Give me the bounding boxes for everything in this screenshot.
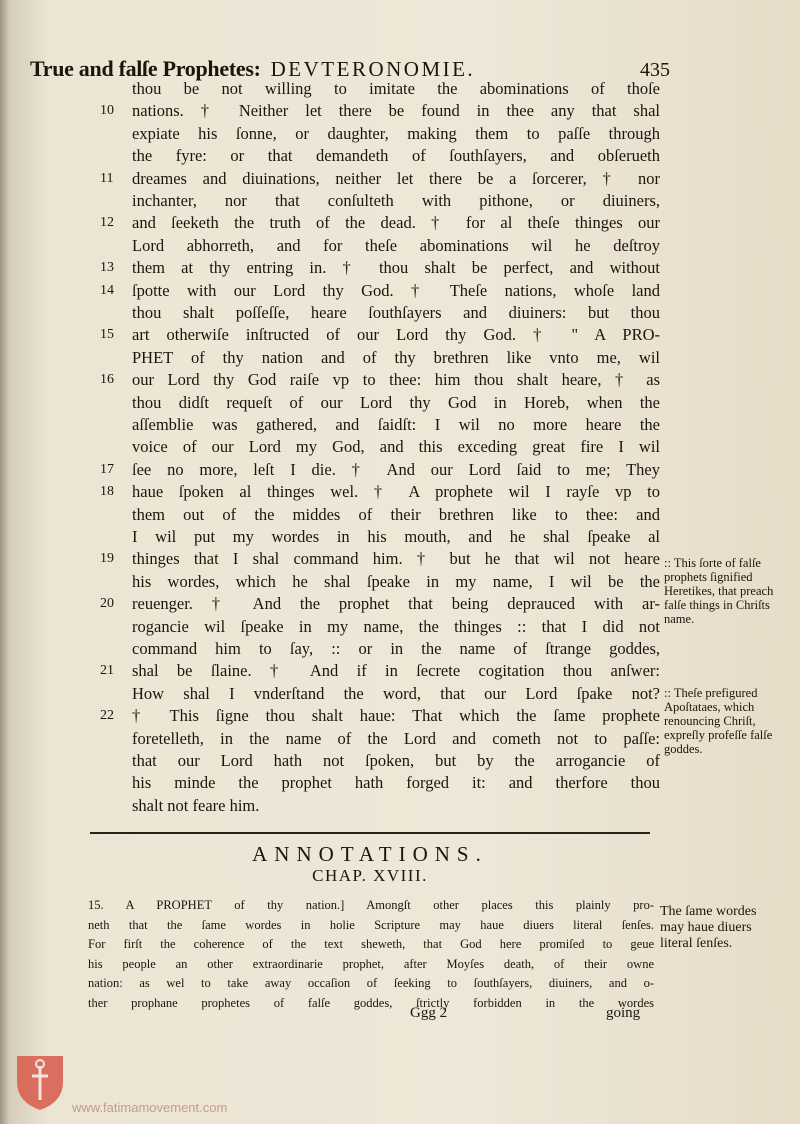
section-rule xyxy=(90,832,650,834)
verse-number: 14 xyxy=(100,282,114,298)
annotation-line: 15. A PROPHET of thy nation.] Amongſt other places this plainly pro- xyxy=(88,898,654,912)
verse-number: 17 xyxy=(100,461,114,477)
text-line: his wordes, which he shal ſpeake in my name, I wil be the xyxy=(132,571,660,591)
annotation-line: For firſt the coherence of the text sheweth, that God here promiſed to geue xyxy=(88,937,654,951)
text-line: aſſemblie was gathered, and ſaidſt: I wil no more heare the xyxy=(132,415,660,434)
text-line: that our Lord hath not ſpoken, but by the arrogancie of xyxy=(132,751,660,770)
text-line: command him to ſay, :: or in the name of ſtrange goddes, xyxy=(132,639,660,658)
header-title: True and falſe Prophetes: xyxy=(30,56,261,81)
annotations-chapter: CHAP. XVIII. xyxy=(312,866,428,885)
text-line: the fyre: or that demandeth of ſouthſayers, and obſerueth xyxy=(132,146,660,166)
verse-number: 15 xyxy=(100,327,114,343)
annotation-line: his people an other extraordinarie prophet, after Moyſes death, of their owne xyxy=(88,956,654,971)
annotations-title: ANNOTATIONS. xyxy=(252,842,488,866)
verse-number xyxy=(100,436,130,458)
verse-number xyxy=(100,190,130,212)
verse-number xyxy=(100,235,130,257)
annotation-line: neth that the ſame wordes in holie Scripture may haue diuers literal ſenſes. xyxy=(88,917,654,932)
text-line: expiate his ſonne, or daughter, making them to paſſe through xyxy=(132,123,660,143)
verse-number: 20 xyxy=(100,596,114,612)
book-spine xyxy=(0,0,10,1124)
verse-number xyxy=(100,683,130,705)
marginal-note-2: :: Theſe prefigured Apoſtataes, which renouncing Chriſt, expreſly profeſſe falſe goddes. xyxy=(664,686,773,756)
text-line: nations. † Neither let there be found in thee any that shal xyxy=(132,101,660,121)
annotation-line: nation: as wel to take away occaſion of ſeeking to ſouthſayers, diuiners, and o- xyxy=(88,976,654,990)
verse-number xyxy=(100,795,130,817)
text-line: thou shalt poſſeſſe, heare ſouthſayers and diuiners: but thou xyxy=(132,303,660,322)
verse-number xyxy=(100,302,130,324)
text-line: reuenger. † And the prophet that being deprauced with ar- xyxy=(132,594,660,614)
verse-number xyxy=(100,145,130,167)
verse-number: 19 xyxy=(100,551,114,567)
text-line: ſee no more, leſt I die. † And our Lord ſaid to me; They xyxy=(132,459,660,479)
text-line: shalt not feare him. xyxy=(132,795,260,815)
verse-number: 22 xyxy=(100,708,114,724)
text-line: † This ſigne thou shalt haue: That which the ſame prophete xyxy=(132,706,660,726)
text-line: his minde the prophet hath forged it: and therfore thou xyxy=(132,773,660,793)
text-line: shal be ſlaine. † And if in ſecrete cogitation thou anſwer: xyxy=(132,661,660,681)
text-line: and ſeeketh the truth of the dead. † for al theſe thinges our xyxy=(132,213,660,233)
text-line: thou be not willing to imitate the abominations of thoſe xyxy=(132,79,660,98)
verse-number: 12 xyxy=(100,215,114,231)
verse-number xyxy=(100,123,130,145)
text-line: them out of the middes of their brethren like to thee: and xyxy=(132,504,660,524)
verse-number xyxy=(100,772,130,794)
papal-seal-logo xyxy=(13,1052,67,1112)
annotations-margin-note: The ſame wordes may haue diuers literal ſenſes. xyxy=(660,904,757,951)
verse-number: 18 xyxy=(100,484,114,500)
verse-number xyxy=(100,526,130,548)
text-line: foretelleth, in the name of the Lord and cometh not to paſſe: xyxy=(132,728,660,748)
site-credit: www.fatimamovement.com xyxy=(72,1100,228,1115)
text-line: dreames and diuinations, neither let there be a ſorcerer, † nor xyxy=(132,168,660,188)
verse-number: 10 xyxy=(100,103,114,119)
header-book: DEVTERONOMIE. xyxy=(270,57,476,81)
text-line: voice of our Lord my God, and this exceding great fire I wil xyxy=(132,437,660,457)
text-line: them at thy entring in. † thou shalt be perfect, and without xyxy=(132,258,660,278)
text-line: art otherwiſe inſtructed of our Lord thy God. † " A PRO- xyxy=(132,325,660,345)
annotation-line: ther prophane prophetes of falſe goddes, ſtrictly forbidden in the wordes xyxy=(88,995,654,1010)
text-line: thinges that I shal command him. † but he that wil not heare xyxy=(132,549,660,569)
text-line: Lord abhorreth, and for theſe abominations wil he deſtroy xyxy=(132,235,660,255)
text-line: our Lord thy God raiſe vp to thee: him thou shalt heare, † as xyxy=(132,370,660,390)
text-line: PHET of thy nation and of thy brethren like vnto me, wil xyxy=(132,347,660,367)
verse-number: 13 xyxy=(100,260,114,276)
marginal-note-1: :: This ſorte of falſe prophets ſignified Heretikes, that preach falſe things in Chriſts name. xyxy=(664,556,774,626)
verse-number xyxy=(100,392,130,414)
verse-number xyxy=(100,414,130,436)
verse-number xyxy=(100,616,130,638)
text-line: How shal I vnderſtand the word, that our Lord ſpake not? xyxy=(132,683,660,703)
verse-number xyxy=(100,347,130,369)
catchword: going xyxy=(606,1005,641,1021)
verse-number xyxy=(100,728,130,750)
text-line: inchanter, nor that conſulteth with pithone, or diuiners, xyxy=(132,191,660,210)
text-line: ſpotte with our Lord thy God. † Theſe nations, whoſe land xyxy=(132,280,660,300)
verse-number xyxy=(100,638,130,660)
verse-number xyxy=(100,504,130,526)
text-line: I wil put my wordes in his mouth, and he shal ſpeake al xyxy=(132,527,660,546)
verse-number: 16 xyxy=(100,372,114,388)
verse-number: 11 xyxy=(100,170,114,186)
verse-number xyxy=(100,78,130,100)
verse-number xyxy=(100,750,130,772)
text-line: haue ſpoken al thinges wel. † A prophete wil I rayſe vp to xyxy=(132,482,660,502)
signature-mark: Ggg 2 xyxy=(410,1005,448,1021)
text-line: thou didſt requeſt of our Lord thy God in Horeb, when the xyxy=(132,392,660,412)
verse-number xyxy=(100,571,130,593)
page-number: 435 xyxy=(640,59,670,81)
text-line: rogancie wil ſpeake in my name, the thinges :: that I did not xyxy=(132,616,660,636)
verse-number: 21 xyxy=(100,663,114,679)
